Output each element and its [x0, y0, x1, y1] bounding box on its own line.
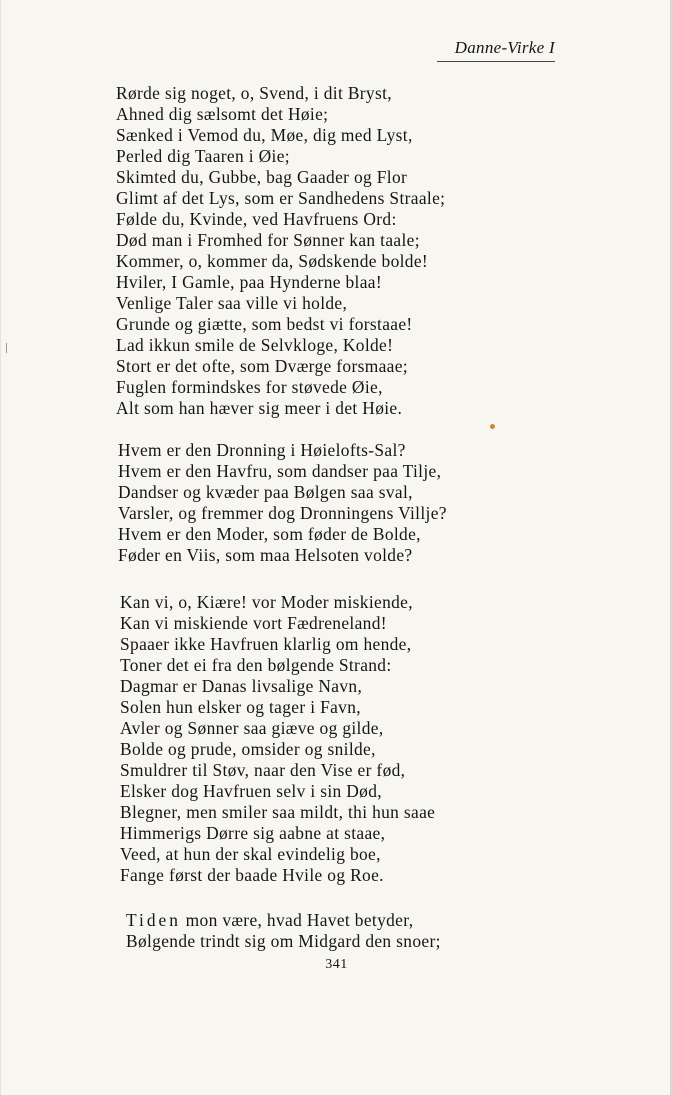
verse-line: Elsker dog Havfruen selv i sin Død,	[120, 781, 382, 801]
verse-line: Hvem er den Moder, som føder de Bolde,	[118, 524, 421, 544]
verse-line: Venlige Taler saa ville vi holde,	[116, 293, 348, 313]
verse-line: Hviler, I Gamle, paa Hynderne blaa!	[116, 272, 383, 292]
verse-line: Bølgende trindt sig om Midgard den snoer;	[126, 931, 441, 951]
verse-line: Avler og Sønner saa giæve og gilde,	[120, 718, 384, 738]
verse-line: Himmerigs Dørre sig aabne at staae,	[120, 823, 386, 843]
verse-line: Hvem er den Dronning i Høielofts-Sal?	[118, 440, 406, 460]
verse-line: Toner det ei fra den bølgende Strand:	[120, 655, 392, 675]
verse-line: Fuglen formindskes for støvede Øie,	[116, 377, 383, 397]
verse-line: Veed, at hun der skal evindelig boe,	[120, 844, 381, 864]
verse-line: Spaaer ikke Havfruen klarlig om hende,	[120, 634, 412, 654]
verse-line: Perled dig Taaren i Øie;	[116, 146, 290, 166]
page-number: 341	[325, 957, 348, 972]
verse-line: Solen hun elsker og tager i Favn,	[120, 697, 361, 717]
header-rule	[437, 61, 555, 62]
verse-line: Død man i Fromhed for Sønner kan taale;	[116, 230, 420, 250]
verse-line: Kan vi, o, Kiære! vor Moder miskiende,	[120, 592, 413, 612]
verse-line: Ahned dig sælsomt det Høie;	[116, 104, 329, 124]
verse-line: Smuldrer til Støv, naar den Vise er fød,	[120, 760, 406, 780]
verse-line: Stort er det ofte, som Dværge forsmaae;	[116, 356, 408, 376]
verse-line	[126, 910, 413, 930]
verse-line-rest: mon være, hvad Havet betyder,	[180, 910, 414, 930]
verse-line: Grunde og giætte, som bedst vi forstaae!	[116, 314, 413, 334]
verse-line: Føder en Viis, som maa Helsoten volde?	[118, 545, 413, 565]
spaced-word: Tiden	[126, 910, 181, 930]
verse-line: Kommer, o, kommer da, Sødskende bolde!	[116, 251, 429, 271]
verse-line: Blegner, men smiler saa mildt, thi hun saae	[120, 802, 436, 822]
verse-line: Bolde og prude, omsider og snilde,	[120, 739, 376, 759]
page-edge-left	[0, 0, 1, 1095]
verse-line: Kan vi miskiende vort Fædreneland!	[120, 613, 387, 633]
verse-line: Rørde sig noget, o, Svend, i dit Bryst,	[116, 83, 392, 103]
verse-line: Fange først der baade Hvile og Roe.	[120, 865, 384, 885]
verse-line: Varsler, og fremmer dog Dronningens Villje?	[118, 503, 447, 523]
ink-dot	[490, 424, 495, 429]
verse-line: Sænked i Vemod du, Møe, dig med Lyst,	[116, 125, 413, 145]
verse-line: Skimted du, Gubbe, bag Gaader og Flor	[116, 167, 408, 187]
margin-mark	[6, 343, 7, 353]
verse-line: Lad ikkun smile de Selvkloge, Kolde!	[116, 335, 394, 355]
verse-line: Alt som han hæver sig meer i det Høie.	[116, 398, 403, 418]
verse-line: Hvem er den Havfru, som dandser paa Tilje,	[118, 461, 442, 481]
verse-line: Følde du, Kvinde, ved Havfruens Ord:	[116, 209, 397, 229]
verse-line: Glimt af det Lys, som er Sandhedens Straale;	[116, 188, 446, 208]
verse-line: Dandser og kvæder paa Bølgen saa sval,	[118, 482, 413, 502]
verse-line: Dagmar er Danas livsalige Navn,	[120, 676, 363, 696]
running-head: Danne-Virke I	[454, 38, 555, 57]
